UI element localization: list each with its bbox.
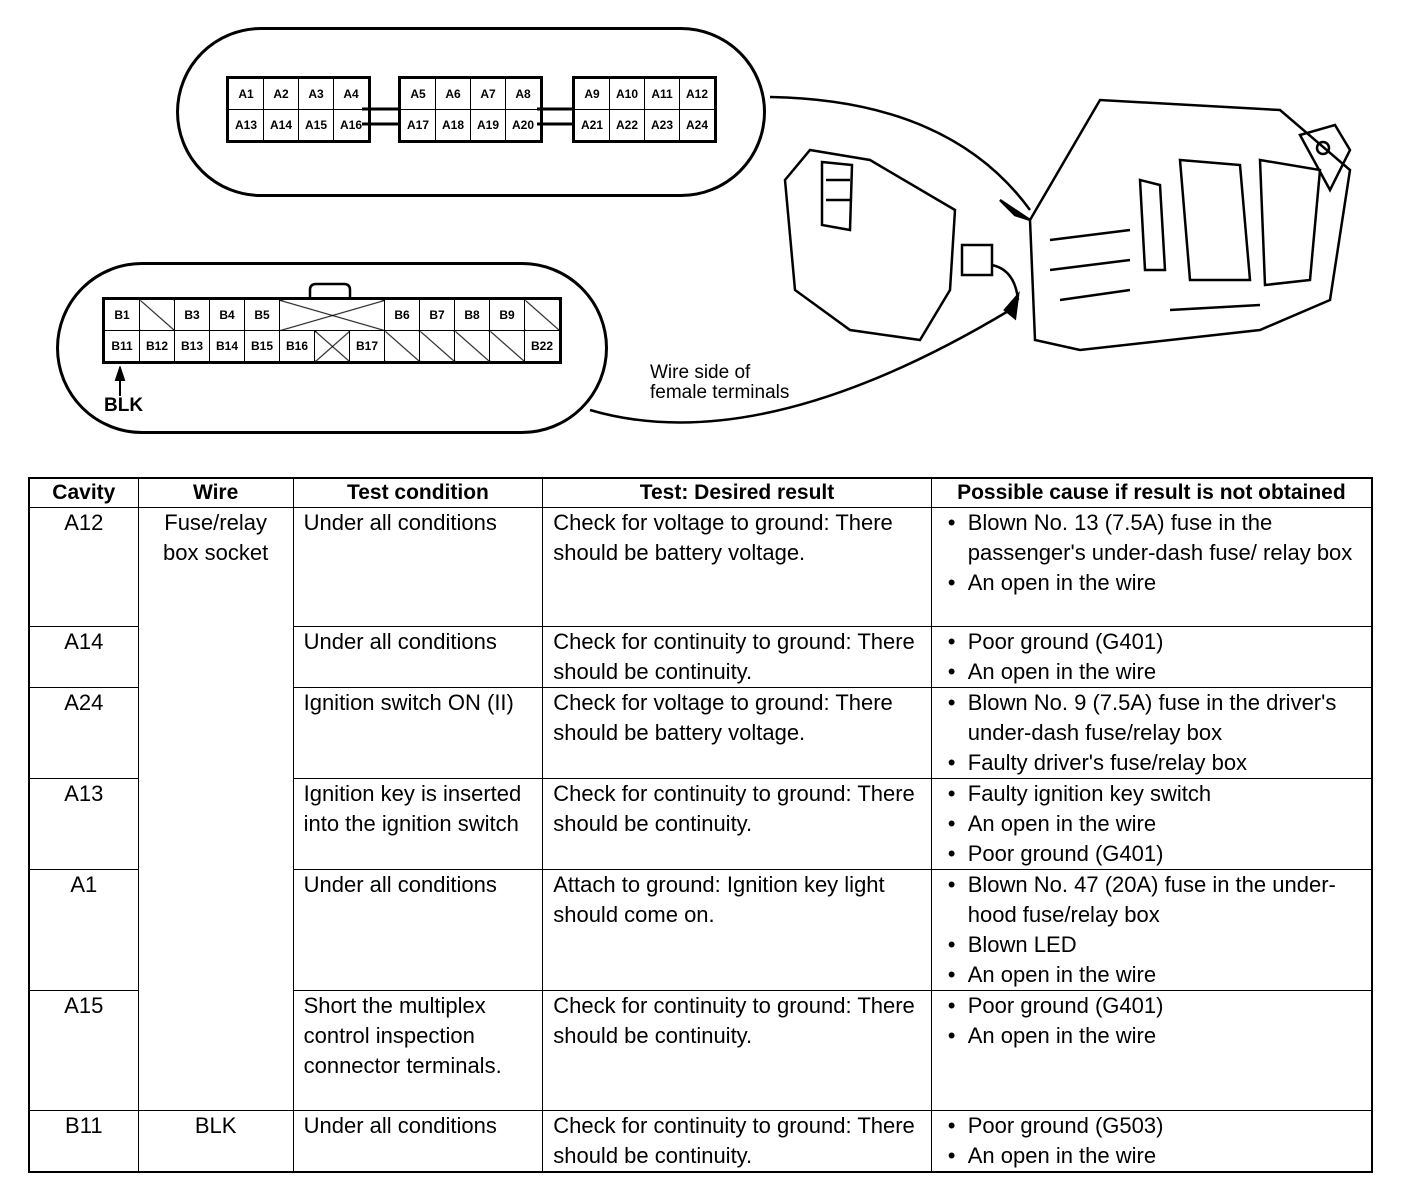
terminal: A3: [299, 78, 334, 110]
terminal: A22: [610, 110, 645, 142]
terminal: A2: [264, 78, 299, 110]
cause-item: • Faulty driver's fuse/relay box: [956, 748, 1361, 778]
terminal: A16: [334, 110, 370, 142]
cause-item: • Poor ground (G401): [956, 991, 1361, 1021]
connector-b: [102, 297, 562, 364]
cause-item: • Blown No. 47 (20A) fuse in the under-hood fuse/relay box: [956, 870, 1361, 930]
terminal: B4: [210, 299, 245, 331]
table-row: [29, 1111, 1372, 1173]
diagnostic-table: [28, 477, 1373, 1173]
cause-cell: [931, 627, 1372, 688]
cause-item: • Poor ground (G401): [956, 627, 1361, 657]
column-header: Wire: [138, 478, 293, 508]
blocked-cavity: [315, 331, 350, 363]
result-cell: Check for voltage to ground: There should be battery voltage.: [543, 508, 932, 627]
condition-cell: Ignition key is inserted into the ignition switch: [293, 779, 543, 870]
cause-cell: [931, 688, 1372, 779]
result-cell: Check for continuity to ground: There should be continuity.: [543, 627, 932, 688]
cavity-cell: A13: [29, 779, 138, 870]
terminal: A13: [228, 110, 264, 142]
terminal: B8: [455, 299, 490, 331]
cavity-cell: A24: [29, 688, 138, 779]
terminal: B12: [140, 331, 175, 363]
table-row: [29, 508, 1372, 627]
cavity-cell: A12: [29, 508, 138, 627]
terminal: A5: [400, 78, 436, 110]
terminal: B5: [245, 299, 280, 331]
cause-item: • Faulty ignition key switch: [956, 779, 1361, 809]
terminal: A10: [610, 78, 645, 110]
cavity-cell: A15: [29, 991, 138, 1111]
column-header: Test: Desired result: [543, 478, 932, 508]
cause-cell: [931, 991, 1372, 1111]
cause-item: • Poor ground (G401): [956, 839, 1361, 869]
cause-item: • An open in the wire: [956, 568, 1361, 598]
terminal: B1: [104, 299, 140, 331]
condition-cell: Short the multiplex control inspection connector terminals.: [293, 991, 543, 1111]
blk-arrow-icon: [112, 366, 128, 396]
terminal: B11: [104, 331, 140, 363]
condition-cell: Under all conditions: [293, 508, 543, 627]
wire-cell: Fuse/relay box socket: [138, 508, 293, 1111]
terminal: A9: [574, 78, 610, 110]
condition-cell: Under all conditions: [293, 627, 543, 688]
cause-cell: [931, 870, 1372, 991]
blk-label: BLK: [104, 395, 144, 416]
cause-item: • An open in the wire: [956, 1021, 1361, 1051]
terminal: A1: [228, 78, 264, 110]
cause-cell: [931, 508, 1372, 627]
cause-item: • An open in the wire: [956, 809, 1361, 839]
cause-item: • Blown No. 9 (7.5A) fuse in the driver's under-dash fuse/relay box: [956, 688, 1361, 748]
condition-cell: Under all conditions: [293, 870, 543, 991]
terminal: A24: [680, 110, 716, 142]
terminal: B14: [210, 331, 245, 363]
cause-item: • Poor ground (G503): [956, 1111, 1361, 1141]
empty-cavity: [385, 331, 420, 363]
cause-item: • An open in the wire: [956, 960, 1361, 990]
cause-item: • An open in the wire: [956, 1141, 1361, 1171]
terminal: A20: [506, 110, 542, 142]
empty-cavity: [420, 331, 455, 363]
terminal: A11: [645, 78, 680, 110]
terminal: B3: [175, 299, 210, 331]
result-cell: Check for continuity to ground: There should be continuity.: [543, 779, 932, 870]
terminal: B15: [245, 331, 280, 363]
result-cell: Check for continuity to ground: There should be continuity.: [543, 991, 932, 1111]
terminal: B9: [490, 299, 525, 331]
terminal: A17: [400, 110, 436, 142]
terminal: B6: [385, 299, 420, 331]
terminal: A12: [680, 78, 716, 110]
cavity-cell: A1: [29, 870, 138, 991]
result-cell: Check for continuity to ground: There should be continuity.: [543, 1111, 932, 1173]
terminal: A8: [506, 78, 542, 110]
caption: Wire side of female terminals: [650, 362, 790, 403]
column-header: Cavity: [29, 478, 138, 508]
empty-cavity: [140, 299, 175, 331]
cause-item: • Blown No. 13 (7.5A) fuse in the passenger's under-dash fuse/ relay box: [956, 508, 1361, 568]
blocked-cavity: [280, 299, 385, 331]
result-cell: Check for voltage to ground: There should be battery voltage.: [543, 688, 932, 779]
cause-cell: [931, 1111, 1372, 1173]
result-cell: Attach to ground: Ignition key light should come on.: [543, 870, 932, 991]
empty-cavity: [455, 331, 490, 363]
empty-cavity: [525, 299, 561, 331]
condition-cell: Under all conditions: [293, 1111, 543, 1173]
cavity-cell: B11: [29, 1111, 138, 1173]
wire-cell: BLK: [138, 1111, 293, 1173]
terminal: B7: [420, 299, 455, 331]
cause-cell: [931, 779, 1372, 870]
terminal: A15: [299, 110, 334, 142]
cause-item: • Blown LED: [956, 930, 1361, 960]
terminal: B16: [280, 331, 315, 363]
empty-cavity: [490, 331, 525, 363]
terminal: A21: [574, 110, 610, 142]
terminal: B17: [350, 331, 385, 363]
terminal: A7: [471, 78, 506, 110]
terminal: A6: [436, 78, 471, 110]
terminal: B13: [175, 331, 210, 363]
condition-cell: Ignition switch ON (II): [293, 688, 543, 779]
column-header: Possible cause if result is not obtained: [931, 478, 1372, 508]
cause-item: • An open in the wire: [956, 657, 1361, 687]
terminal: A14: [264, 110, 299, 142]
terminal: A18: [436, 110, 471, 142]
terminal: A23: [645, 110, 680, 142]
column-header: Test condition: [293, 478, 543, 508]
terminal: A19: [471, 110, 506, 142]
terminal: A4: [334, 78, 370, 110]
fuse-relay-box-illustration: [560, 80, 1408, 460]
cavity-cell: A14: [29, 627, 138, 688]
terminal: B22: [525, 331, 561, 363]
